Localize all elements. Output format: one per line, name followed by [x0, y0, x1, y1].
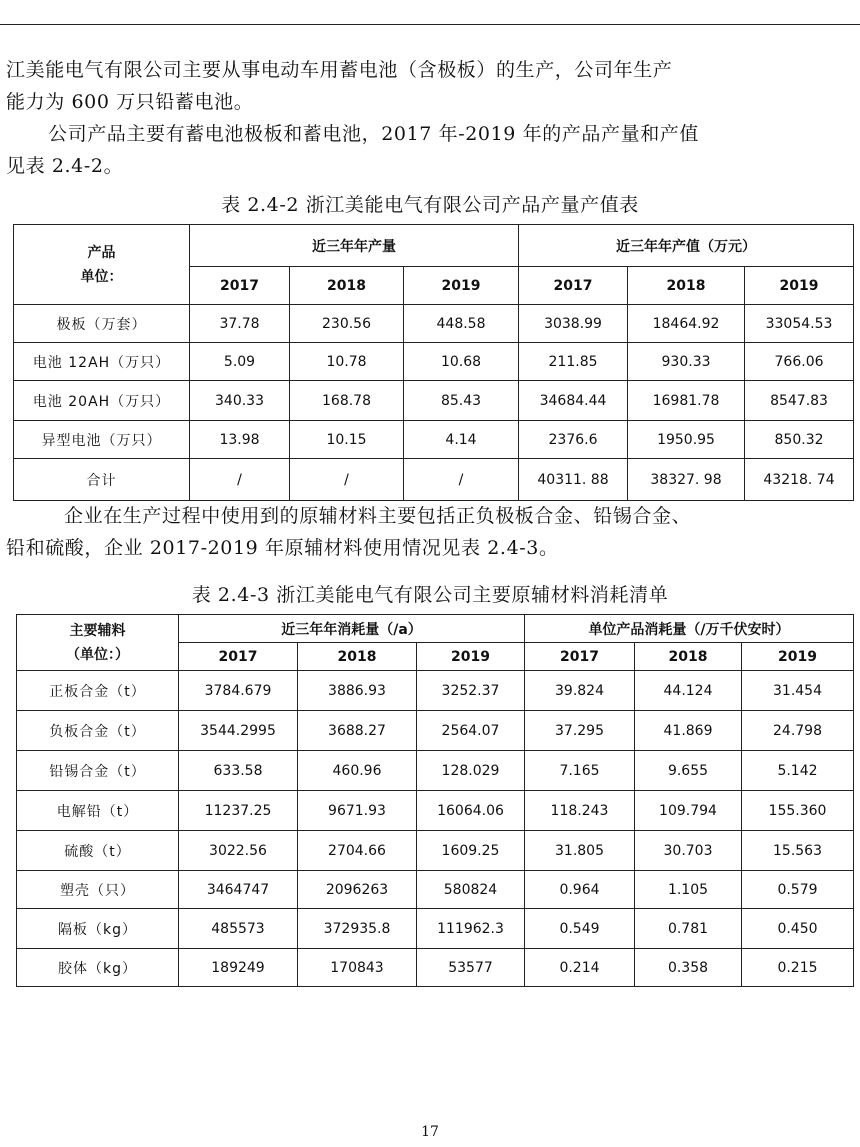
table-cell: 0.579	[742, 871, 854, 909]
intro-paragraph	[6, 54, 851, 182]
year-header: 2019	[404, 267, 519, 305]
table-row	[17, 791, 854, 831]
table-cell: 5.142	[742, 751, 854, 791]
table-cell: 155.360	[742, 791, 854, 831]
table-cell: 118.243	[525, 791, 635, 831]
table-row	[14, 421, 854, 459]
intro-line: 江美能电气有限公司主要从事电动车用蓄电池（含极板）的生产，公司年生产	[6, 59, 673, 81]
table-cell: 3886.93	[298, 671, 417, 711]
row-label: 塑壳（只）	[17, 871, 179, 909]
table-cell: 1.105	[635, 871, 742, 909]
page-number: 17	[421, 1124, 439, 1140]
table-cell: 168.78	[290, 381, 404, 421]
table-cell: /	[190, 459, 290, 501]
table-cell: 43218. 74	[745, 459, 854, 501]
table-cell: /	[290, 459, 404, 501]
table-cell: 7.165	[525, 751, 635, 791]
table-cell: 4.14	[404, 421, 519, 459]
table-cell: 633.58	[179, 751, 298, 791]
table-cell: 16981.78	[628, 381, 745, 421]
year-header: 2017	[190, 267, 290, 305]
table-cell: 34684.44	[519, 381, 628, 421]
table-cell: 18464.92	[628, 305, 745, 343]
table1-corner-header: 产品 单位：	[14, 225, 190, 305]
table-cell: 44.124	[635, 671, 742, 711]
table-row	[17, 831, 854, 871]
row-label: 电解铅（t）	[17, 791, 179, 831]
intro-line: 见表 2.4-2。	[6, 155, 124, 177]
row-label: 异型电池（万只）	[14, 421, 190, 459]
table-cell: 3022.56	[179, 831, 298, 871]
table-row	[17, 671, 854, 711]
table-cell: 111962.3	[417, 909, 525, 949]
table-cell: 13.98	[190, 421, 290, 459]
materials-paragraph	[6, 500, 851, 564]
table-cell: 448.58	[404, 305, 519, 343]
table-cell: 10.68	[404, 343, 519, 381]
table-cell: 1609.25	[417, 831, 525, 871]
year-header: 2019	[417, 643, 525, 671]
table-cell: 3688.27	[298, 711, 417, 751]
table-cell: 9.655	[635, 751, 742, 791]
table-cell: 16064.06	[417, 791, 525, 831]
table1-caption: 表 2.4-2 浙江美能电气有限公司产品产量产值表	[221, 194, 639, 216]
table1-value-group-header: 近三年年产值（万元）	[519, 225, 854, 267]
table-row	[17, 909, 854, 949]
table-cell: 41.869	[635, 711, 742, 751]
table-cell: 31.454	[742, 671, 854, 711]
year-header: 2018	[628, 267, 745, 305]
table-cell: 53577	[417, 949, 525, 987]
table-cell: 10.15	[290, 421, 404, 459]
table-cell: 0.214	[525, 949, 635, 987]
year-header: 2017	[179, 643, 298, 671]
table-cell: 85.43	[404, 381, 519, 421]
table-cell: 0.549	[525, 909, 635, 949]
table-cell: 189249	[179, 949, 298, 987]
table-cell: 109.794	[635, 791, 742, 831]
table2-caption: 表 2.4-3 浙江美能电气有限公司主要原辅材料消耗清单	[191, 584, 669, 606]
table-cell: 37.295	[525, 711, 635, 751]
table-row	[14, 343, 854, 381]
table-cell: 930.33	[628, 343, 745, 381]
table-row	[14, 381, 854, 421]
header-rule	[0, 24, 860, 25]
table-cell: 2704.66	[298, 831, 417, 871]
table-cell: /	[404, 459, 519, 501]
materials-consumption-table	[16, 614, 854, 987]
row-label: 铅锡合金（t）	[17, 751, 179, 791]
table-cell: 485573	[179, 909, 298, 949]
table-cell: 2564.07	[417, 711, 525, 751]
row-label: 负板合金（t）	[17, 711, 179, 751]
table-cell: 38327. 98	[628, 459, 745, 501]
table-cell: 0.781	[635, 909, 742, 949]
table-row	[17, 871, 854, 909]
table-cell: 3464747	[179, 871, 298, 909]
row-label: 合计	[14, 459, 190, 501]
year-header: 2018	[298, 643, 417, 671]
row-label: 极板（万套）	[14, 305, 190, 343]
table2-consumption-group-header: 近三年年消耗量（/a）	[179, 615, 525, 643]
table-cell: 580824	[417, 871, 525, 909]
row-label: 硫酸（t）	[17, 831, 179, 871]
table-cell: 24.798	[742, 711, 854, 751]
table-cell: 1950.95	[628, 421, 745, 459]
table-cell: 15.563	[742, 831, 854, 871]
table-cell: 10.78	[290, 343, 404, 381]
year-header: 2019	[745, 267, 854, 305]
materials-line: 铅和硫酸，企业 2017-2019 年原辅材料使用情况见表 2.4-3。	[6, 537, 559, 559]
intro-line: 公司产品主要有蓄电池极板和蓄电池，2017 年-2019 年的产品产量和产值	[48, 123, 700, 145]
table-cell: 40311. 88	[519, 459, 628, 501]
table-row	[17, 751, 854, 791]
table-cell: 2376.6	[519, 421, 628, 459]
table-cell: 31.805	[525, 831, 635, 871]
table-cell: 8547.83	[745, 381, 854, 421]
year-header: 2018	[635, 643, 742, 671]
table-cell: 0.964	[525, 871, 635, 909]
product-output-table	[13, 224, 854, 501]
table-cell: 3038.99	[519, 305, 628, 343]
table-cell: 3252.37	[417, 671, 525, 711]
table-cell: 170843	[298, 949, 417, 987]
table-cell: 460.96	[298, 751, 417, 791]
table-cell: 3544.2995	[179, 711, 298, 751]
table-cell: 340.33	[190, 381, 290, 421]
table-cell: 0.450	[742, 909, 854, 949]
year-header: 2018	[290, 267, 404, 305]
table-cell: 850.32	[745, 421, 854, 459]
table-cell: 9671.93	[298, 791, 417, 831]
row-label: 胶体（kg）	[17, 949, 179, 987]
row-label: 正板合金（t）	[17, 671, 179, 711]
intro-line: 能力为 600 万只铅蓄电池。	[6, 91, 254, 113]
table-cell: 372935.8	[298, 909, 417, 949]
row-label: 电池 12AH（万只）	[14, 343, 190, 381]
table-cell: 30.703	[635, 831, 742, 871]
table-cell: 128.029	[417, 751, 525, 791]
year-header: 2017	[519, 267, 628, 305]
table-row	[17, 711, 854, 751]
materials-line: 企业在生产过程中使用到的原辅材料主要包括正负极板合金、铅锡合金、	[64, 505, 692, 527]
table-cell: 11237.25	[179, 791, 298, 831]
table2-corner-header: 主要辅料 （单位：）	[17, 615, 179, 671]
table-cell: 3784.679	[179, 671, 298, 711]
table-cell: 2096263	[298, 871, 417, 909]
table-cell: 33054.53	[745, 305, 854, 343]
year-header: 2017	[525, 643, 635, 671]
table-row	[14, 459, 854, 501]
row-label: 隔板（kg）	[17, 909, 179, 949]
table-cell: 230.56	[290, 305, 404, 343]
table2-unit-group-header: 单位产品消耗量（/万千伏安时）	[525, 615, 854, 643]
table-cell: 39.824	[525, 671, 635, 711]
table-cell: 0.215	[742, 949, 854, 987]
table-cell: 5.09	[190, 343, 290, 381]
table-row	[14, 305, 854, 343]
table-cell: 766.06	[745, 343, 854, 381]
table-cell: 37.78	[190, 305, 290, 343]
table-cell: 0.358	[635, 949, 742, 987]
row-label: 电池 20AH（万只）	[14, 381, 190, 421]
table1-output-group-header: 近三年年产量	[190, 225, 519, 267]
year-header: 2019	[742, 643, 854, 671]
table-cell: 211.85	[519, 343, 628, 381]
table-row	[17, 949, 854, 987]
